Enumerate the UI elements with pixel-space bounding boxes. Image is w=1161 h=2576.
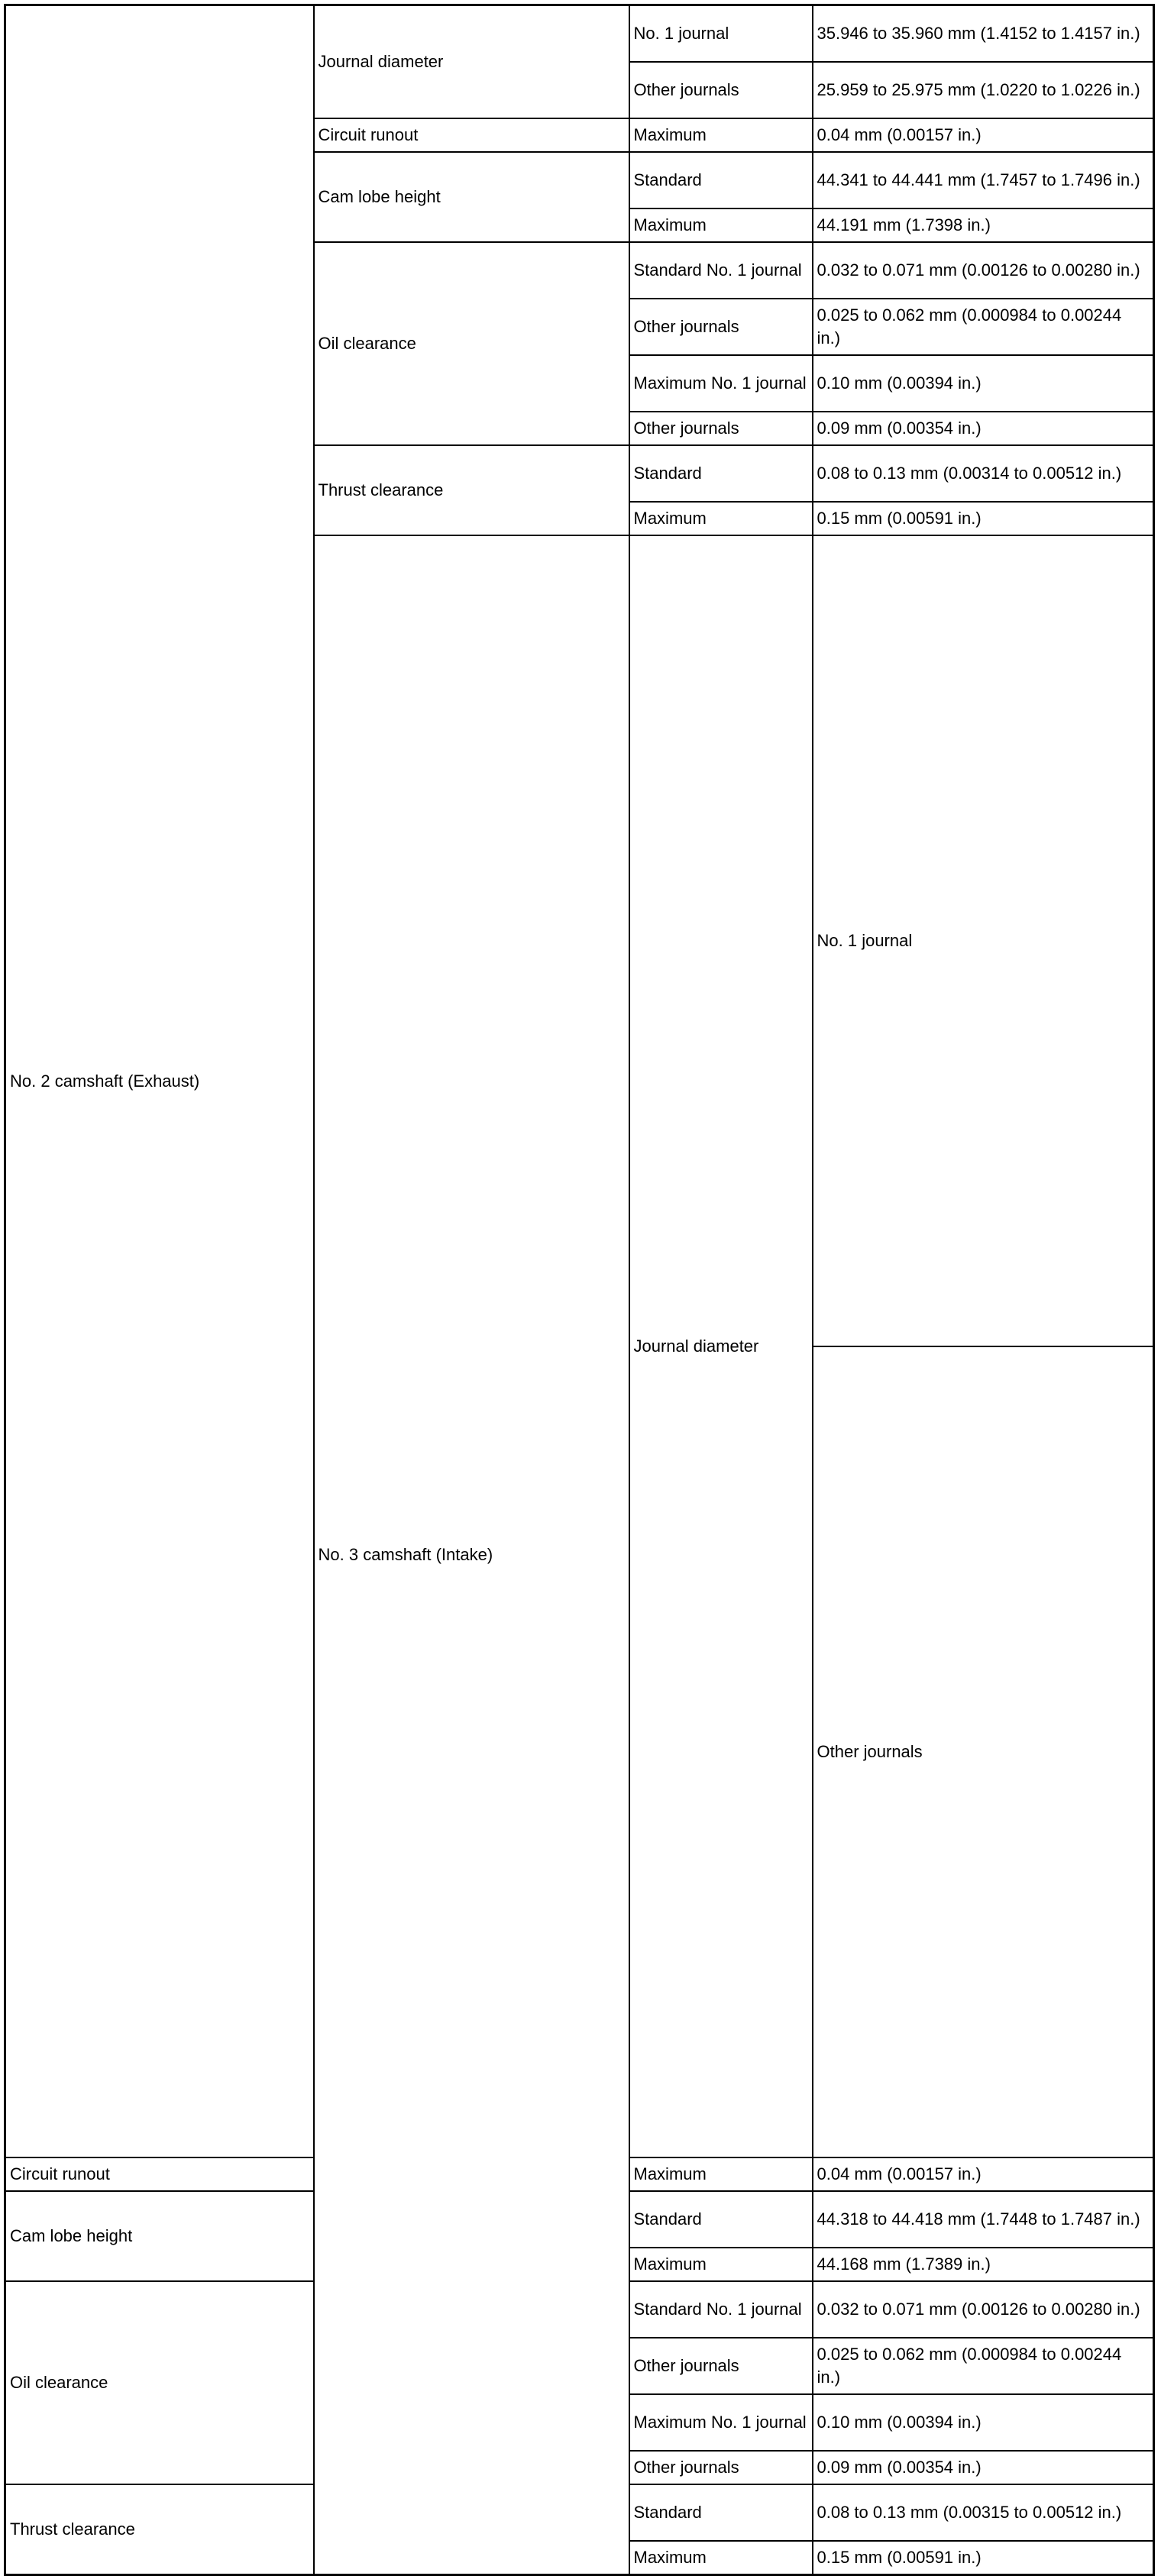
condition-cell: Other journals (629, 412, 813, 445)
item-name-cell: Journal diameter (314, 5, 629, 119)
condition-cell: Maximum (629, 208, 813, 242)
value-cell: 25.959 to 25.975 mm (1.0220 to 1.0226 in.) (813, 62, 1154, 118)
condition-cell: Other journals (629, 2451, 813, 2484)
camshaft-spec-table (4, 4, 1155, 2576)
condition-cell: Maximum No. 1 journal (629, 2394, 813, 2451)
condition-cell: Maximum (629, 502, 813, 535)
item-name-cell: Journal diameter (629, 535, 813, 2157)
value-cell: 0.04 mm (0.00157 in.) (813, 118, 1154, 152)
table-row (5, 5, 1154, 63)
value-cell: 0.04 mm (0.00157 in.) (813, 2157, 1154, 2191)
condition-cell: Other journals (629, 299, 813, 355)
item-name-cell: Circuit runout (5, 2157, 314, 2191)
value-cell: 0.09 mm (0.00354 in.) (813, 412, 1154, 445)
value-cell: 0.10 mm (0.00394 in.) (813, 355, 1154, 412)
value-cell: 35.946 to 35.960 mm (1.4152 to 1.4157 in.) (813, 5, 1154, 63)
condition-cell: Other journals (813, 1346, 1154, 2157)
item-name-cell: Cam lobe height (314, 152, 629, 242)
value-cell: 0.025 to 0.062 mm (0.000984 to 0.00244 in.) (813, 299, 1154, 355)
condition-cell: Maximum (629, 2541, 813, 2575)
item-name-cell: Thrust clearance (5, 2484, 314, 2575)
condition-cell: No. 1 journal (813, 535, 1154, 1346)
value-cell: 0.15 mm (0.00591 in.) (813, 502, 1154, 535)
condition-cell: Maximum (629, 2157, 813, 2191)
condition-cell: Maximum (629, 2248, 813, 2281)
condition-cell: Maximum (629, 118, 813, 152)
condition-cell: No. 1 journal (629, 5, 813, 63)
value-cell: 0.032 to 0.071 mm (0.00126 to 0.00280 in.) (813, 242, 1154, 299)
item-name-cell: Oil clearance (5, 2281, 314, 2484)
condition-cell: Other journals (629, 2338, 813, 2394)
item-name-cell: Oil clearance (314, 242, 629, 445)
item-name-cell: Cam lobe height (5, 2191, 314, 2281)
value-cell: 0.025 to 0.062 mm (0.000984 to 0.00244 in.) (813, 2338, 1154, 2394)
item-name-cell: Circuit runout (314, 118, 629, 152)
value-cell: 44.318 to 44.418 mm (1.7448 to 1.7487 in.) (813, 2191, 1154, 2248)
condition-cell: Standard (629, 445, 813, 502)
condition-cell: Standard No. 1 journal (629, 242, 813, 299)
value-cell: 0.08 to 0.13 mm (0.00314 to 0.00512 in.) (813, 445, 1154, 502)
condition-cell: Standard (629, 2191, 813, 2248)
item-name-cell: Thrust clearance (314, 445, 629, 535)
condition-cell: Other journals (629, 62, 813, 118)
condition-cell: Standard (629, 152, 813, 208)
value-cell: 0.10 mm (0.00394 in.) (813, 2394, 1154, 2451)
value-cell: 44.191 mm (1.7398 in.) (813, 208, 1154, 242)
camshaft-name-cell: No. 3 camshaft (Intake) (314, 535, 629, 2575)
value-cell: 0.09 mm (0.00354 in.) (813, 2451, 1154, 2484)
value-cell: 0.08 to 0.13 mm (0.00315 to 0.00512 in.) (813, 2484, 1154, 2541)
condition-cell: Standard No. 1 journal (629, 2281, 813, 2338)
camshaft-name-cell: No. 2 camshaft (Exhaust) (5, 5, 314, 2158)
value-cell: 44.341 to 44.441 mm (1.7457 to 1.7496 in.) (813, 152, 1154, 208)
value-cell: 0.032 to 0.071 mm (0.00126 to 0.00280 in.) (813, 2281, 1154, 2338)
condition-cell: Maximum No. 1 journal (629, 355, 813, 412)
value-cell: 44.168 mm (1.7389 in.) (813, 2248, 1154, 2281)
condition-cell: Standard (629, 2484, 813, 2541)
value-cell: 0.15 mm (0.00591 in.) (813, 2541, 1154, 2575)
